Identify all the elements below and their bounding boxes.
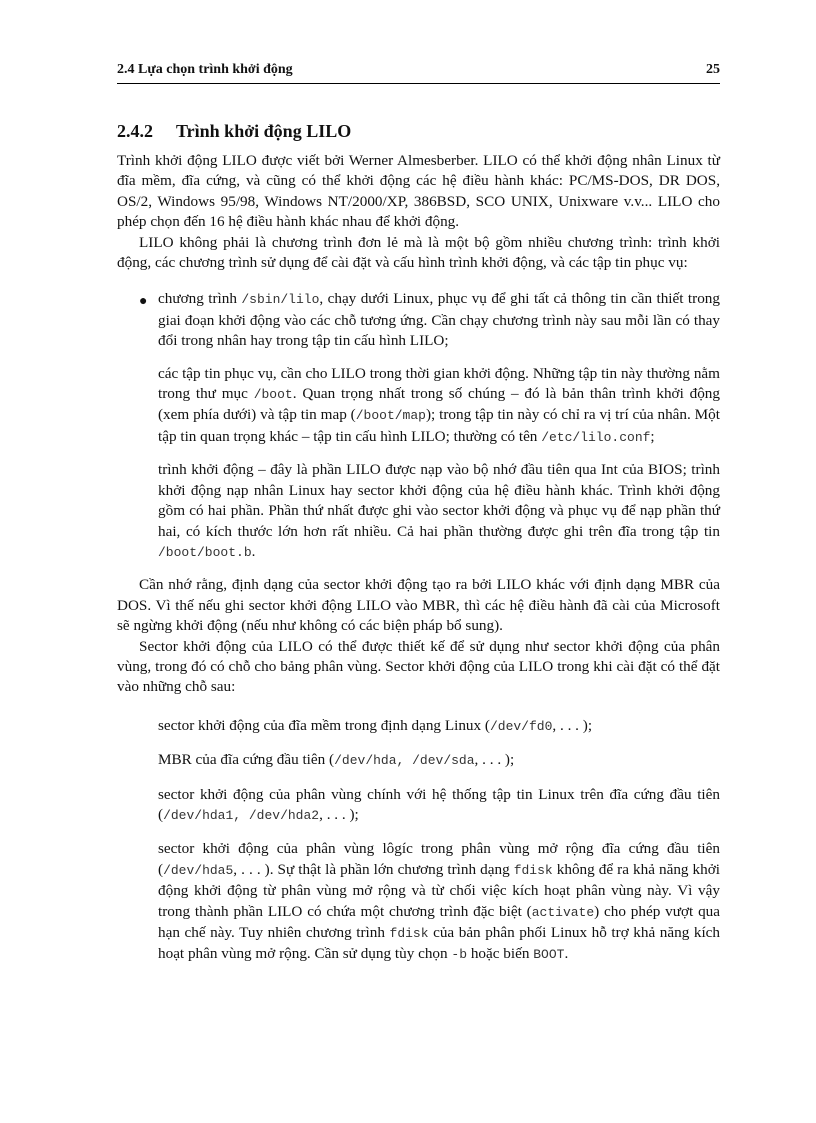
page xyxy=(117,62,720,979)
section-heading xyxy=(117,121,720,142)
running-header xyxy=(117,62,720,84)
list-item: sector khởi động của phân vùng chính với hệ thống tập tin Linux trên đĩa cứng đầu tiên (/dev/hda1, /dev/hda2, . . . ); xyxy=(158,785,720,823)
list-item: sector khởi động của đĩa mềm trong định dạng Linux (/dev/fd0, . . . ); xyxy=(158,716,593,734)
section-title: Trình khởi động LILO xyxy=(176,121,352,141)
list-item: sector khởi động của phân vùng lôgíc trong phân vùng mở rộng đĩa cứng đầu tiên (/dev/hda5, . . . ). Sự thật là phần lớn chương trình dạng fdisk không để ra khả năng khởi động khởi động từ phân vùng mở rộng và từ chối việc kích hoạt phân vùng này. Vì vậy trong thành phần LILO có chứa một chương trình đặc biệt (activate) cho phép vượt qua hạn chế này. Tuy nhiên chương trình fdisk của bản phân phối Linux hỗ trợ khả năng kích hoạt phân vùng mở rộng. Cần sử dụng tùy chọn -b hoặc biến BOOT. xyxy=(158,840,721,963)
paragraph-intro: Trình khởi động LILO được viết bởi Werner Almesberber. LILO có thể khởi động nhân Linux từ đĩa mềm, đĩa cứng, và cũng có thể khởi động các hệ điều hành khác: PC/MS-DOS, DR DOS, OS/2, Windows 95/98, Windows NT/2000/XP, 386BSD, SCO UNIX, Unixware v.v... LILO cho phép chọn đến 16 hệ điều hành khác nhau để khởi động. xyxy=(117,152,720,231)
paragraph-mbr-note: Cần nhớ rằng, định dạng của sector khởi động tạo ra bởi LILO khác với định dạng MBR của DOS. Vì thế nếu ghi sector khởi động LILO vào MBR, thì các hệ điều hành đã cài của Microsoft sẽ ngừng khởi động (nếu như không có các biện pháp bổ sung). xyxy=(117,576,720,635)
bullet-icon: ● xyxy=(139,294,148,310)
location-list xyxy=(117,716,720,966)
page-number: 25 xyxy=(706,62,720,77)
list-item: trình khởi động – đây là phần LILO được nạp vào bộ nhớ đầu tiên qua Int của BIOS; trình khởi động nạp nhân Linux hay sector khởi động của hệ điều hành khác. Trình khởi động gồm có hai phần. Phần thứ nhất được ghi vào sector khởi động và phục vụ để nạp phần thứ hai, có kích thước lớn hơn rất nhiều. Cả hai phần thường được ghi trên đĩa trong tập tin /boot/boot.b. xyxy=(158,461,720,560)
list-item: MBR của đĩa cứng đầu tiên (/dev/hda, /dev/sda, . . . ); xyxy=(158,751,515,769)
section-number: 2.4.2 xyxy=(117,121,153,141)
component-list xyxy=(117,289,720,563)
list-item: ● chương trình /sbin/lilo, chạy dưới Linux, phục vụ để ghi tất cả thông tin cần thiết trong giai đoạn khởi động vào các chỗ tương ứng. Cần chạy chương trình này sau mỗi lần có thay đổi trong nhân hay trong tập tin cấu hình LILO; xyxy=(139,290,720,350)
paragraph-components: LILO không phải là chương trình đơn lẻ mà là một bộ gồm nhiều chương trình: trình khởi động, các chương trình sử dụng để cài đặt và cấu hình trình khởi động, và các tập tin phục vụ: xyxy=(117,233,720,272)
paragraph-locations: Sector khởi động của LILO có thể được thiết kế để sử dụng như sector khởi động của phân vùng, trong đó có chỗ cho bảng phân vùng. Sector khởi động của LILO trong khi cài đặt có thể đặt vào những chỗ sau: xyxy=(117,637,720,696)
header-section-title: 2.4 Lựa chọn trình khởi động xyxy=(117,62,293,77)
list-item: các tập tin phục vụ, cần cho LILO trong thời gian khởi động. Những tập tin này thường nằm trong thư mục /boot. Quan trọng nhất trong số chúng – đó là bản thân trình khởi động (xem phía dưới) và tập tin map (/boot/map); trong tập tin này có chỉ ra vị trí của nhân. Một tập tin quan trọng khác – tập tin cấu hình LILO; thường có tên /etc/lilo.conf; xyxy=(158,364,720,445)
